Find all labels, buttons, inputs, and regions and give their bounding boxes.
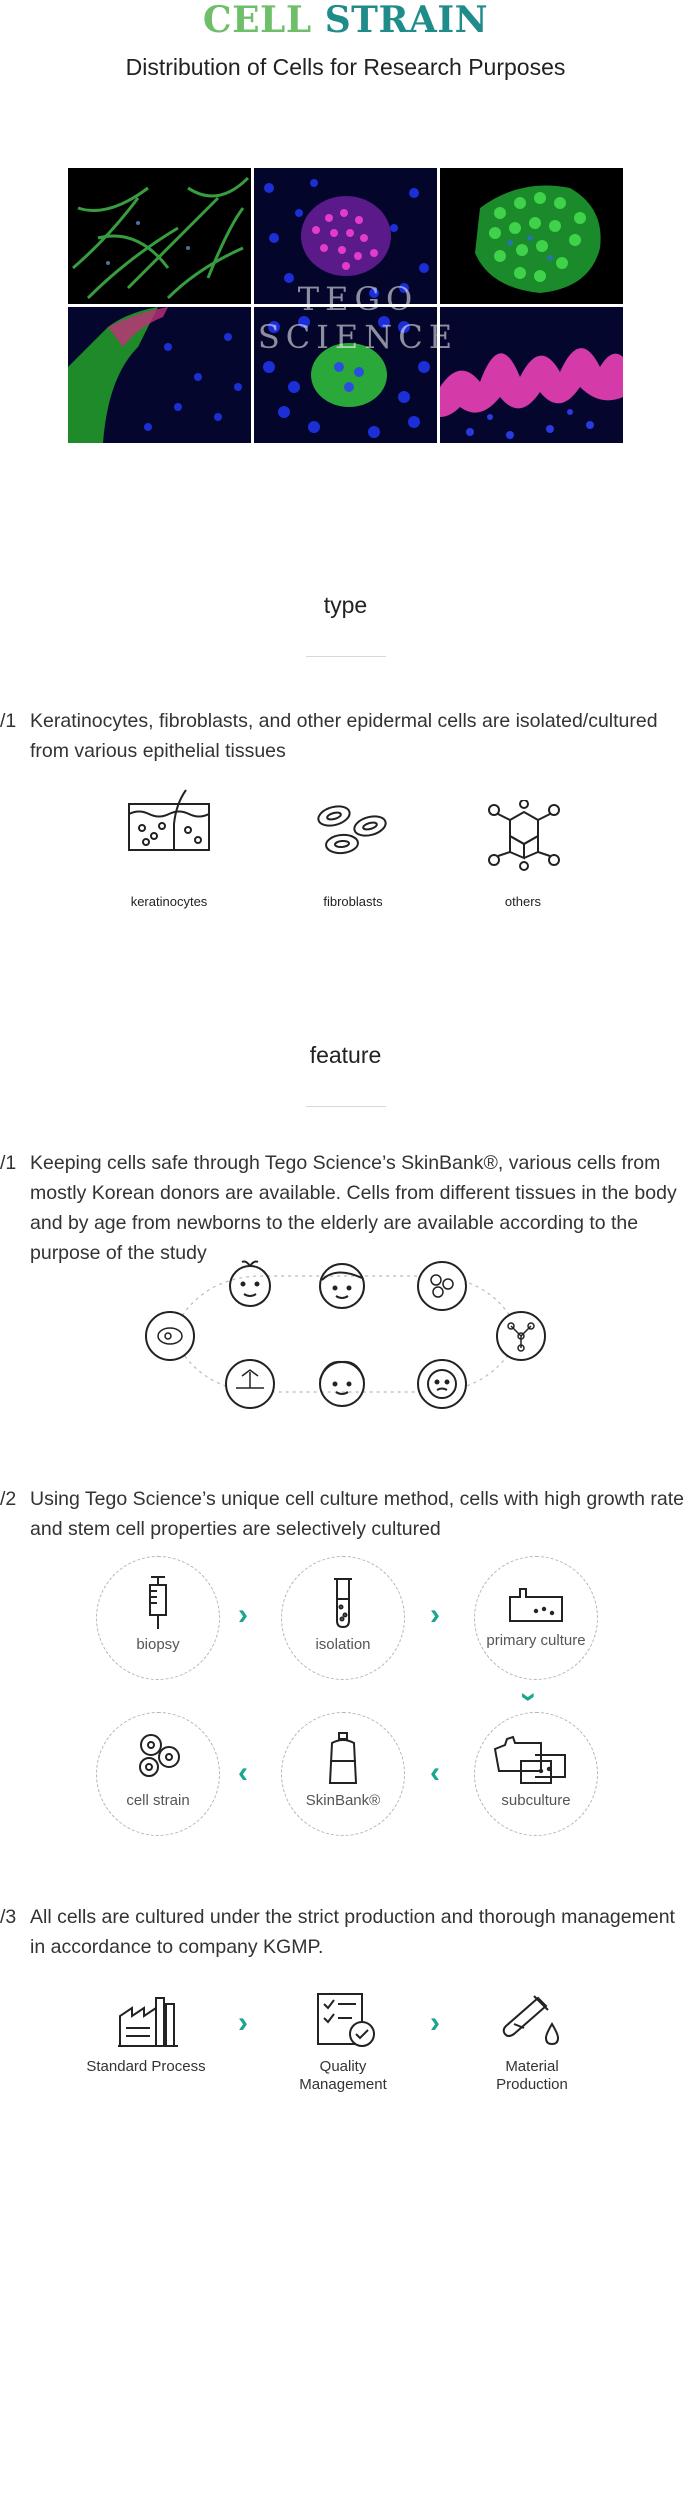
tube-drop-icon — [500, 1990, 564, 2050]
feature-1-text: Keeping cells safe through Tego Science’s SkinBank®, various cells from mostly Korean donors are available. Cells from different tissues in the body and by age from newborns to the elderly are available according to the purpose of the study — [30, 1152, 677, 1264]
step-primary-culture — [474, 1556, 598, 1680]
feature-3-text: All cells are cultured under the strict production and thorough management in accordance to company KGMP. — [30, 1906, 675, 1958]
title-cell: CELL — [202, 0, 312, 41]
step-label-biopsy: biopsy — [136, 1636, 180, 1653]
type-divider — [306, 656, 386, 657]
arrow-down-icon: › — [513, 1692, 546, 1702]
feature-divider — [306, 1106, 386, 1107]
title-strain: STRAIN — [324, 0, 489, 41]
arrow-left-icon: ‹ — [238, 1756, 248, 1789]
step-label-subculture: subculture — [501, 1792, 571, 1809]
feature-2-description — [0, 1484, 691, 1546]
arrow-right-icon: › — [238, 1598, 248, 1631]
step-label-isolation: isolation — [315, 1636, 371, 1653]
molecule-network-icon — [486, 800, 562, 872]
step-biopsy — [96, 1556, 220, 1680]
skin-layer-icon — [124, 784, 214, 854]
kgmp-label-quality-management: Quality Management — [299, 2058, 387, 2093]
step-subculture — [474, 1712, 598, 1836]
type-item-number: /1 — [0, 710, 17, 732]
cells-icon — [133, 1731, 189, 1781]
step-skinbank — [281, 1712, 405, 1836]
arrow-left-icon: ‹ — [430, 1756, 440, 1789]
feature-3-number: /3 — [0, 1906, 17, 1928]
type-description — [0, 706, 691, 768]
arrow-right-icon: › — [430, 2006, 440, 2039]
microscopy-image-grid — [68, 168, 624, 444]
step-label-cell-strain: cell strain — [126, 1792, 190, 1809]
feature-2-number: /2 — [0, 1488, 17, 1510]
fibroblast-cells-icon — [312, 800, 392, 860]
step-label-primary-culture: primary culture — [486, 1632, 586, 1649]
step-isolation — [281, 1556, 405, 1680]
step-label-skinbank: SkinBank® — [305, 1792, 381, 1809]
image-watermark: TEGO SCIENCE — [257, 280, 459, 356]
type-label-fibroblasts: fibroblasts — [323, 894, 383, 909]
type-label-keratinocytes: keratinocytes — [130, 894, 208, 909]
arrow-right-icon: › — [238, 2006, 248, 2039]
cryo-tank-icon — [318, 1731, 368, 1789]
donor-diversity-diagram — [136, 1250, 556, 1420]
page-title — [0, 0, 691, 40]
flasks-icon — [491, 1731, 575, 1787]
step-cell-strain — [96, 1712, 220, 1836]
feature-3-description — [0, 1902, 691, 1964]
feature-2-text: Using Tego Science’s unique cell culture method, cells with high growth rate and stem cell properties are selectively cultured — [30, 1488, 684, 1540]
factory-icon — [116, 1990, 180, 2050]
type-label-others: others — [504, 894, 542, 909]
section-title-type: type — [323, 592, 368, 618]
syringe-icon — [133, 1575, 183, 1631]
feature-1-description — [0, 1148, 691, 1264]
section-title-feature: feature — [309, 1042, 382, 1068]
checklist-icon — [314, 1990, 378, 2050]
test-tube-icon — [318, 1575, 368, 1631]
arrow-right-icon: › — [430, 1598, 440, 1631]
culture-flask-icon — [506, 1577, 566, 1627]
page-subtitle: Distribution of Cells for Research Purposes — [125, 54, 566, 80]
feature-1-number: /1 — [0, 1152, 17, 1174]
kgmp-label-standard-process: Standard Process — [86, 2058, 206, 2075]
type-item-text: Keratinocytes, fibroblasts, and other epidermal cells are isolated/cultured from various epithelial tissues — [30, 710, 658, 762]
kgmp-label-material-production: Material Production — [496, 2058, 568, 2093]
